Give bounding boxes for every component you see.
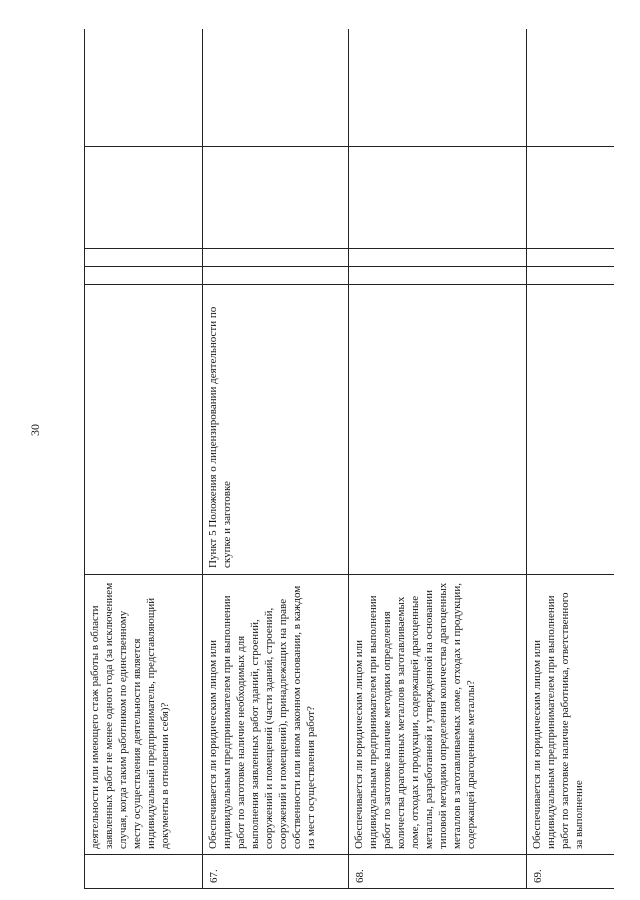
notes-cell: [203, 29, 349, 147]
table-row: [203, 29, 349, 889]
row-number: [85, 855, 203, 889]
table-row: [85, 29, 203, 889]
row-number: 68.: [349, 855, 527, 889]
row-number: 69.: [527, 855, 615, 889]
answer-cell-yes: [349, 267, 527, 285]
answer-cell-na: [85, 147, 203, 249]
notes-cell: [349, 29, 527, 147]
requirement-text: Пункт 5 Положения о лицензировании деятельности по скупке и заготовке: [203, 285, 349, 575]
answer-cell-yes: [85, 267, 203, 285]
notes-cell: [527, 29, 615, 147]
question-text: деятельности или имеющего стаж работы в области заявленных работ не менее одного года (за исключением случая, когда таким работником по единственному месту осуществления деятельности является индивидуальный предприниматель, представляющий документы в отношении себя)?: [85, 575, 203, 855]
table-row: [527, 29, 615, 889]
rotated-sheet: [84, 29, 614, 889]
notes-cell: [85, 29, 203, 147]
requirement-text: [85, 285, 203, 575]
requirement-text: [349, 285, 527, 575]
answer-cell-no: [203, 249, 349, 267]
answer-cell-na: [349, 147, 527, 249]
requirement-text: [527, 285, 615, 575]
answer-cell-na: [527, 147, 615, 249]
answer-cell-no: [527, 249, 615, 267]
row-number: 67.: [203, 855, 349, 889]
question-text: Обеспечивается ли юридическим лицом или индивидуальным предпринимателем при выполнении работ по заготовке наличие методики определения количества драгоценных металлов в заготавливаемых ломе, отходах и продукции, содержащей драгоценные металлы, разработанной и утвержденной на основании типовой методики определения количества драгоценных металлов в заготавливаемых ломе, отходах и продукции, содержащей драгоценные металлы?: [349, 575, 527, 855]
answer-cell-no: [85, 249, 203, 267]
question-text: Обеспечивается ли юридическим лицом или индивидуальным предпринимателем при выполнении работ по заготовке наличие работника, ответственного за выполнение: [527, 575, 615, 855]
table-row: [349, 29, 527, 889]
question-text: Обеспечивается ли юридическим лицом или индивидуальным предпринимателем при выполнении работ по заготовке наличие необходимых для выполнения заявленных работ зданий, строений, сооружений и помещений (части зданий, строений, сооружений и помещений), принадлежащих на праве собственности или ином законном основании, в каждом из мест осуществления работ?: [203, 575, 349, 855]
answer-cell-yes: [527, 267, 615, 285]
document-page: [84, 29, 614, 889]
checklist-table: [84, 29, 614, 889]
page-number: 30: [27, 424, 42, 436]
answer-cell-no: [349, 249, 527, 267]
answer-cell-na: [203, 147, 349, 249]
answer-cell-yes: [203, 267, 349, 285]
